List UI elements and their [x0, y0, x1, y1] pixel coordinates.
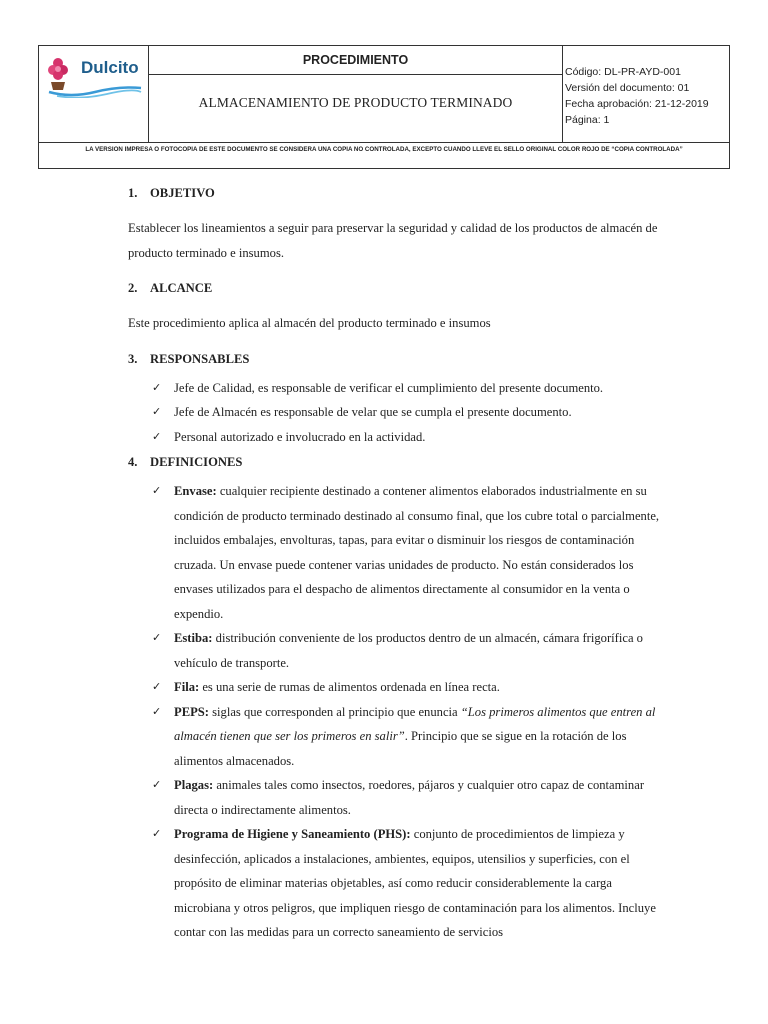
logo-cell [39, 46, 149, 142]
section-number: 2. [128, 281, 138, 295]
section-title: ALCANCE [150, 281, 213, 295]
document-code: Código: DL-PR-AYD-001 [565, 66, 681, 78]
section-number: 3. [128, 351, 138, 366]
document-body [128, 180, 664, 945]
procedure-label: PROCEDIMIENTO [149, 46, 562, 75]
term: PEPS: [174, 704, 209, 719]
document-version: Versión del documento: 01 [565, 82, 690, 94]
check-icon: ✓ [152, 778, 162, 791]
section-definiciones-heading [128, 449, 664, 475]
list-item [152, 425, 664, 450]
term: Fila: [174, 680, 200, 694]
term: Estiba: [174, 631, 213, 645]
section-title: DEFINICIONES [150, 455, 243, 469]
definition-text: distribución conveniente de los productos dentro de un almacén, cámara frigorífica o vehículo de transporte. [174, 631, 643, 670]
check-icon: ✓ [152, 827, 162, 840]
list-item-text: Jefe de Almacén es responsable de velar que se cumpla el presente documento. [174, 405, 572, 419]
definition-text: es una serie de rumas de alimentos ordenada en línea recta. [199, 680, 500, 694]
definiciones-list [128, 479, 664, 945]
check-icon: ✓ [152, 631, 162, 644]
section-objetivo-heading [128, 180, 664, 206]
copy-notice: LA VERSION IMPRESA O FOTOCOPIA DE ESTE DOCUMENTO SE CONSIDERA UNA COPIA NO CONTROLADA, EXCEPTO CUANDO LLEVE EL SELLO ORIGINAL COLOR ROJO DE “COPIA CONTROLADA” [39, 142, 729, 168]
check-icon: ✓ [152, 704, 162, 718]
page-number: Página: 1 [565, 114, 610, 126]
definition-text: siglas que corresponden al principio que enuncia [208, 704, 461, 719]
approval-date: Fecha aprobación: 21-12-2019 [565, 98, 709, 110]
definition-fila [152, 675, 664, 700]
definition-text: conjunto de procedimientos de limpieza y desinfección, aplicados a instalaciones, ambientes, equipos, utensilios y superficies, con el propósito de eliminar materias objetables, así como reducir considerablemente la carga microbiana y otros peligros, que impliquen riesgo de contaminación para los alimentos. Incluye contar con las medidas para un correcto saneamiento de servicios [174, 827, 656, 939]
check-icon: ✓ [152, 405, 162, 418]
definition-text: . Principio que se sigue en la rotación de los alimentos almacenados. [174, 729, 627, 768]
alcance-text: Este procedimiento aplica al almacén del producto terminado e insumos [128, 316, 491, 330]
check-icon: ✓ [152, 429, 162, 443]
section-title: OBJETIVO [150, 186, 215, 200]
objetivo-text: Establecer los lineamientos a seguir para preservar la seguridad y calidad de los productos de almacén de producto terminado e insumos. [128, 221, 658, 260]
definition-estiba [152, 626, 664, 675]
term: Envase: [174, 484, 217, 498]
list-item [152, 376, 664, 401]
document-header [38, 45, 730, 169]
section-responsables-heading [128, 346, 664, 372]
section-alcance-heading [128, 275, 664, 301]
check-icon: ✓ [152, 380, 162, 394]
definition-text: animales tales como insectos, roedores, pájaros y cualquier otro capaz de contaminar directa o indirectamente alimentos. [174, 778, 645, 817]
section-title: RESPONSABLES [150, 351, 250, 366]
term: Plagas: [174, 778, 214, 792]
document-title: ALMACENAMIENTO DE PRODUCTO TERMINADO [198, 95, 513, 110]
check-icon: ✓ [152, 680, 162, 693]
list-item-text: Jefe de Calidad, es responsable de verificar el cumplimiento del presente documento. [174, 380, 604, 395]
term: Programa de Higiene y Saneamiento (PHS): [174, 827, 411, 841]
list-item-text: Personal autorizado e involucrado en la actividad. [174, 429, 426, 444]
section-number: 4. [128, 455, 138, 469]
responsables-list [128, 376, 664, 450]
definition-phs [152, 822, 664, 945]
section-number: 1. [128, 186, 138, 200]
logo-text: Dulcito [81, 58, 139, 77]
definition-plagas [152, 773, 664, 822]
title-cell [149, 46, 563, 142]
definition-peps [152, 700, 664, 774]
meta-cell [563, 46, 729, 142]
peps-quote: “Los primeros alimentos que entren al almacén tienen que ser los primeros en salir” [174, 704, 656, 743]
list-item [152, 400, 664, 425]
definition-envase [152, 479, 664, 626]
definition-text: cualquier recipiente destinado a contener alimentos elaborados industrialmente en su condición de producto terminado destinado al consumo final, que los cubre total o parcialmente, incluidos embalajes, envolturas, tapas, para evitar o disminuir los riesgos de contaminación cruzada. Un envase puede contener varias unidades de producto. No están considerados los envases utilizados para el despacho de alimentos directamente al consumidor en la venta o expendio. [174, 484, 660, 621]
check-icon: ✓ [152, 484, 162, 497]
